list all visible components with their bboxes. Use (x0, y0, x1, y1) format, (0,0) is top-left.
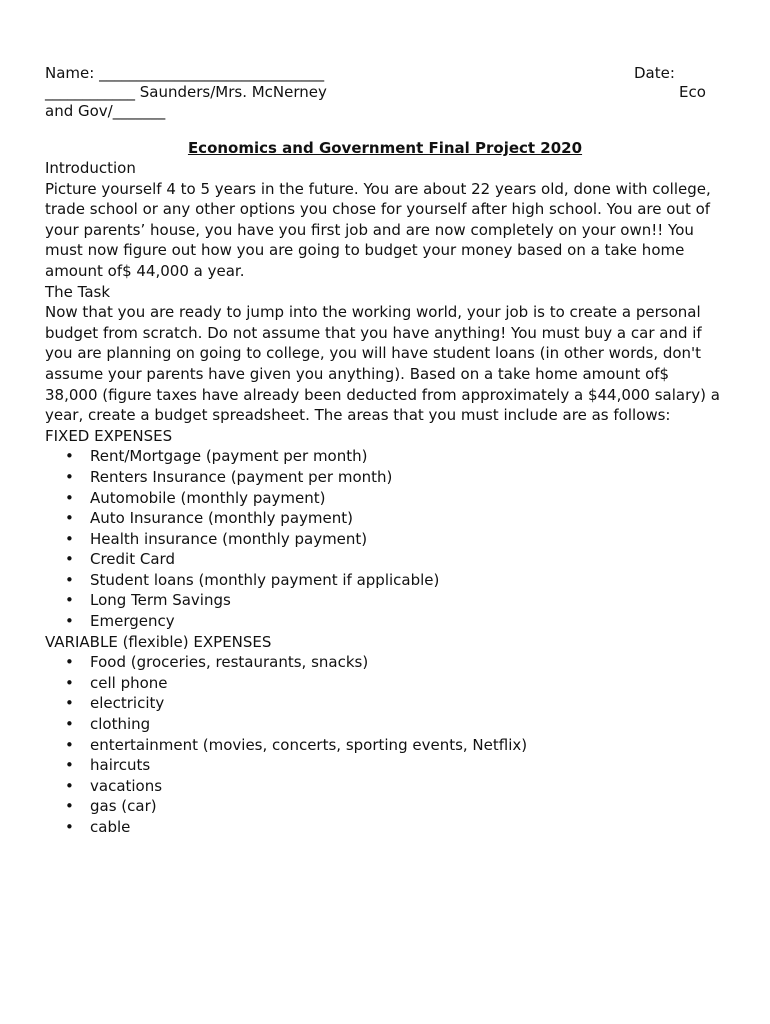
list-item-text: Automobile (monthly payment) (90, 488, 326, 507)
list-item (45, 714, 725, 735)
fixed-expenses-list (45, 446, 725, 631)
header-row-name-date (45, 64, 725, 83)
list-item-text: Health insurance (monthly payment) (90, 529, 368, 548)
list-item-text: Credit Card (90, 550, 175, 569)
header-row-course (45, 102, 725, 121)
bullet-icon: • (65, 509, 74, 528)
list-item (45, 488, 725, 509)
fixed-expenses-heading: FIXED EXPENSES (45, 426, 173, 445)
date-label: Date: (634, 64, 675, 82)
list-item-text: Emergency (90, 612, 175, 631)
list-item-text: Rent/Mortgage (payment per month) (90, 447, 368, 466)
bullet-icon: • (65, 570, 74, 589)
bullet-icon: • (65, 715, 74, 734)
bullet-icon: • (65, 776, 74, 795)
list-item (45, 529, 725, 550)
bullet-icon: • (65, 653, 74, 672)
bullet-icon: • (65, 673, 74, 692)
bullet-icon: • (65, 756, 74, 775)
list-item (45, 693, 725, 714)
bullet-icon: • (65, 591, 74, 610)
list-item-text: Food (groceries, restaurants, snacks) (90, 653, 369, 672)
list-item (45, 755, 725, 776)
list-item-text: clothing (90, 715, 151, 734)
list-item (45, 508, 725, 529)
list-item-text: Auto Insurance (monthly payment) (90, 509, 353, 528)
name-line: Name: ______________________________ (45, 64, 325, 82)
list-item (45, 549, 725, 570)
bullet-icon: • (65, 818, 74, 836)
task-heading: The Task (45, 282, 111, 301)
bullet-icon: • (65, 735, 74, 754)
list-item (45, 652, 725, 673)
bullet-icon: • (65, 529, 74, 548)
bullet-icon: • (65, 467, 74, 486)
variable-expenses-list (45, 652, 725, 837)
bullet-icon: • (65, 694, 74, 713)
list-item-text: cell phone (90, 673, 168, 692)
list-item-text: Renters Insurance (payment per month) (90, 467, 393, 486)
list-item-text: vacations (90, 776, 163, 795)
list-item (45, 467, 725, 488)
list-item (45, 735, 725, 756)
list-item-text: entertainment (movies, concerts, sporting events, Netflix) (90, 735, 528, 754)
bullet-icon: • (65, 550, 74, 569)
bullet-icon: • (65, 797, 74, 816)
bullet-icon: • (65, 488, 74, 507)
list-item (45, 796, 725, 817)
bullet-icon: • (65, 447, 74, 466)
teacher-line: ____________ Saunders/Mrs. McNerney (45, 83, 327, 101)
list-item-text: Long Term Savings (90, 591, 231, 610)
introduction-heading: Introduction (45, 159, 136, 177)
document-page (45, 64, 725, 838)
list-item (45, 776, 725, 797)
list-item-text: Student loans (monthly payment if applicable) (90, 570, 440, 589)
list-item (45, 570, 725, 591)
list-item (45, 611, 725, 632)
list-item (45, 446, 725, 467)
task-paragraph: Now that you are ready to jump into the working world, your job is to create a personal budget from scratch. Do not assume that you have anything! You must buy a car and if you are planning on going to college, you will have student loans (in other words, don't assume your parents have given you anything). Based on a take home amount of$ 38,000 (figure taxes have already been deducted from approximately a $44,000 salary) a year, create a budget spreadsheet. The areas that you must include are as follows: (45, 303, 720, 425)
course-line: and Gov/_______ (45, 102, 166, 120)
header-row-teacher (45, 83, 725, 102)
introduction-paragraph: Picture yourself 4 to 5 years in the future. You are about 22 years old, done with college, trade school or any other options you chose for yourself after high school. You are out of your parents’ house, you have you first job and are now completely on your own!! You must now figure out how you are going to budget your money based on a take home amount of$ 44,000 a year. (45, 179, 711, 280)
list-item-text: electricity (90, 694, 165, 713)
list-item-text: gas (car) (90, 797, 157, 816)
eco-label: Eco (679, 83, 706, 101)
list-item (45, 817, 725, 838)
list-item (45, 673, 725, 694)
bullet-icon: • (65, 612, 74, 631)
list-item (45, 590, 725, 611)
list-item-text: cable (90, 818, 131, 836)
list-item-text: haircuts (90, 756, 151, 775)
document-title: Economics and Government Final Project 2020 (187, 139, 583, 157)
variable-expenses-heading: VARIABLE (flexible) EXPENSES (45, 632, 272, 651)
